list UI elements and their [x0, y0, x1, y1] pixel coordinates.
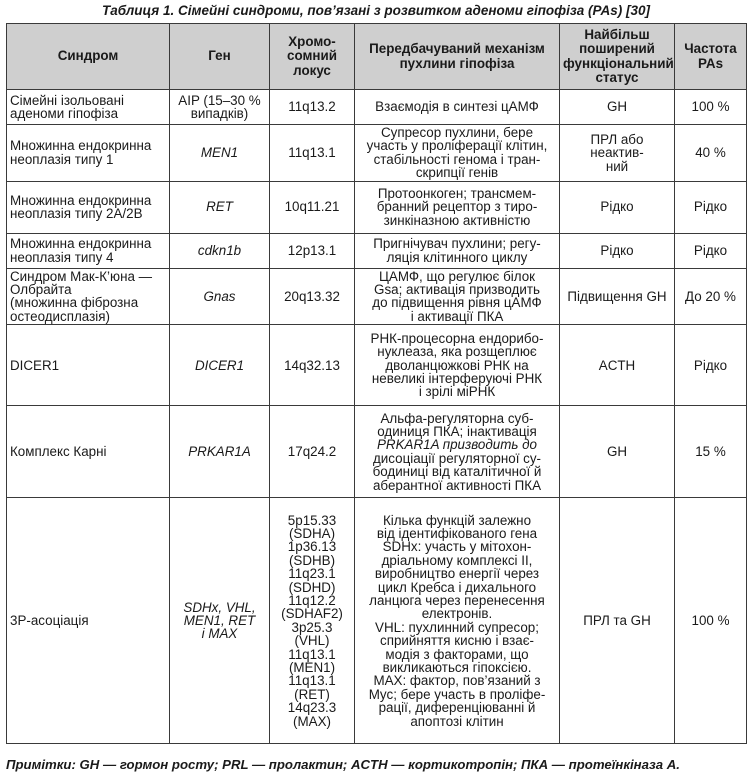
locus-cell	[270, 181, 355, 233]
status-cell	[560, 90, 675, 125]
mechanism-cell	[355, 325, 560, 406]
header-row	[7, 24, 747, 90]
cell-line: Підвищення GH	[567, 288, 667, 304]
cell-line: Myc; бере участь в проліфе-	[368, 686, 546, 702]
gene-cell	[170, 90, 270, 125]
cell-line: випадків)	[190, 106, 249, 121]
status-cell	[560, 325, 675, 406]
cell-line: Частота	[684, 41, 737, 57]
cell-line: 11q12.2	[288, 592, 336, 608]
cell-line: 14q32.13	[284, 357, 340, 373]
cell-line: остеодисплазія)	[10, 308, 110, 324]
cell-line: бодиниці від каталітичної й	[372, 464, 542, 480]
cell-line: 5p15.33	[287, 512, 337, 528]
mechanism-cell	[355, 268, 560, 325]
cell-line: зинкіназною активністю	[383, 212, 531, 228]
status-cell	[560, 406, 675, 498]
cell-line: Множинна ендокринна	[10, 192, 152, 208]
cell-line: і активації ПКА	[410, 308, 504, 324]
cell-line: GH	[606, 99, 628, 115]
mechanism-cell	[355, 498, 560, 744]
cell-line: 14q23.3	[287, 700, 337, 716]
cell-line: (множинна фіброзна	[10, 295, 139, 311]
cell-line: (SDHAF2)	[281, 606, 343, 622]
status-cell	[560, 268, 675, 325]
table-row	[7, 181, 747, 233]
cell-line: Олбрайта	[10, 282, 72, 298]
mechanism-cell	[355, 181, 560, 233]
header-locus	[270, 24, 355, 90]
cell-line: Протоонкоген; трансмем-	[377, 186, 537, 202]
frequency-cell: Рідко	[675, 325, 747, 406]
table-row	[7, 268, 747, 325]
locus-cell	[270, 498, 355, 744]
status-cell	[560, 181, 675, 233]
syndrome-cell	[7, 325, 170, 406]
cell-line: участь у проліферації клітин,	[366, 138, 548, 154]
cell-line: РНК-процесорна ендорибо-	[370, 330, 544, 346]
cell-line: електронів.	[421, 606, 493, 622]
cell-line: MAX: фактор, пов’язаний з	[373, 673, 541, 689]
cell-line: аденоми гіпофіза	[10, 106, 119, 121]
cell-line: нуклеаза, яка розщеплює	[377, 344, 537, 360]
syndrome-cell	[7, 498, 170, 744]
cell-line: 11q23.1	[288, 566, 336, 582]
cell-line: RET	[206, 199, 233, 215]
syndrome-cell	[7, 181, 170, 233]
cell-line: 11q13.1	[288, 673, 336, 689]
status-cell	[560, 125, 675, 182]
cell-line: ланцюга через перенесення	[369, 592, 545, 608]
frequency-cell: 100 %	[675, 90, 747, 125]
cell-line: ПРЛ та GH	[583, 613, 651, 629]
header-status	[560, 24, 675, 90]
cell-line: SDHx, VHL,	[183, 599, 256, 615]
cell-line: сприйняття кисню і взає-	[380, 633, 534, 649]
cell-line: (MEN1)	[288, 659, 336, 675]
cell-line: PRKAR1A	[188, 444, 251, 460]
cell-line: Комплекс Карні	[10, 444, 107, 460]
cell-line: аберантної активності ПКА	[372, 477, 542, 493]
mechanism-cell	[355, 125, 560, 182]
cell-line: (RET)	[294, 686, 330, 702]
gene-cell	[170, 125, 270, 182]
locus-cell	[270, 268, 355, 325]
cell-line: 20q13.32	[284, 288, 340, 304]
syndrome-cell	[7, 406, 170, 498]
syndromes-table	[6, 23, 747, 744]
cell-line: PRKAR1A призводить до	[377, 437, 537, 453]
cell-line: VHL: пухлинний супресор;	[375, 619, 539, 635]
cell-line: Передбачуваний механізм	[369, 41, 545, 57]
cell-line: дріальному комплексі II,	[381, 552, 533, 568]
cell-line: Кілька функцій залежно	[382, 512, 532, 528]
cell-line: 1p36.13	[287, 539, 337, 555]
locus-cell	[270, 325, 355, 406]
cell-line: ПРЛ або неактив-	[590, 131, 644, 161]
status-cell	[560, 498, 675, 744]
locus-cell	[270, 125, 355, 182]
gene-cell	[170, 325, 270, 406]
header-mechanism	[355, 24, 560, 90]
cell-line: неоплазія типу 4	[10, 249, 114, 265]
frequency-cell: 40 %	[675, 125, 747, 182]
cell-line: (MAX)	[293, 713, 331, 729]
cell-line: Альфа-регуляторна суб-	[380, 410, 534, 426]
gene-cell	[170, 406, 270, 498]
cell-line: SDHx: участь у мітохон-	[382, 539, 532, 555]
cell-line: до підвищення рівня цАМФ	[372, 295, 542, 311]
table-row	[7, 498, 747, 744]
locus-cell	[270, 90, 355, 125]
cell-line: DICER1	[194, 357, 245, 373]
cell-line: (SDHB)	[288, 552, 336, 568]
cell-line: Gsa; активація призводить	[374, 282, 540, 298]
cell-line: цикл Кребса і дихального	[377, 579, 537, 595]
syndrome-cell	[7, 125, 170, 182]
table-notes: Примітки: GH — гормон росту; PRL — пролактин; ACTH — кортикотропін; ПКА — протеїнкіназа А.	[6, 757, 680, 772]
cell-line: стабільності генома і тран-	[373, 151, 541, 167]
cell-line: Gnas	[203, 288, 236, 304]
cell-line: 3P-асоціація	[10, 613, 89, 629]
cell-line: ЦАМФ, що регулює білок	[379, 268, 535, 284]
frequency-cell: Рідко	[675, 181, 747, 233]
cell-line: ний	[605, 158, 629, 174]
cell-line: Множинна ендокринна	[10, 138, 152, 154]
cell-line: Супресор пухлини, бере	[380, 125, 534, 140]
cell-line: AIP (15–30 %	[178, 92, 261, 108]
cell-line: рації, диференціюванні й	[378, 700, 536, 716]
mechanism-cell	[355, 90, 560, 125]
cell-line: 12p13.1	[287, 242, 337, 258]
cell-line: неоплазія типу 1	[10, 151, 114, 167]
locus-cell	[270, 233, 355, 268]
cell-line: скрипції генів	[415, 165, 499, 181]
cell-line: cdkn1b	[197, 242, 242, 258]
table-row	[7, 125, 747, 182]
locus-cell	[270, 406, 355, 498]
frequency-cell: 15 %	[675, 406, 747, 498]
table-caption: Таблиця 1. Сімейні синдроми, пов’язані з розвитком аденоми гіпофіза (PAs) [30]	[101, 3, 651, 18]
cell-line: локус	[293, 62, 331, 78]
cell-line: неоплазія типу 2А/2В	[10, 206, 143, 222]
header-frequency	[675, 24, 747, 90]
status-cell	[560, 233, 675, 268]
cell-line: невеликі інтерферуючі РНК	[371, 370, 543, 386]
cell-line: викликаються гіпоксією.	[382, 659, 532, 675]
cell-line: одиниця ПКА; інактивація	[377, 423, 537, 439]
header-gene: Ген	[170, 24, 270, 90]
cell-line: сомний	[287, 48, 337, 64]
cell-line: і MAX	[201, 626, 238, 642]
table-row	[7, 406, 747, 498]
mechanism-cell	[355, 233, 560, 268]
syndrome-cell	[7, 233, 170, 268]
cell-line: апоптозі клітин	[410, 713, 504, 729]
mechanism-cell	[355, 406, 560, 498]
cell-line: (SDHD)	[288, 579, 336, 595]
cell-line: PAs	[697, 55, 724, 71]
cell-line: статус	[595, 69, 639, 85]
table-row	[7, 233, 747, 268]
frequency-cell: До 20 %	[675, 268, 747, 325]
cell-line: пухлини гіпофіза	[399, 55, 515, 71]
cell-line: дволанцюжкові РНК на	[385, 357, 529, 373]
gene-cell	[170, 233, 270, 268]
cell-line: 11q13.1	[288, 646, 336, 662]
frequency-cell: Рідко	[675, 233, 747, 268]
cell-line: Синдром Мак-К’юна —	[10, 268, 153, 284]
cell-line: MEN1	[200, 145, 239, 161]
header-syndrome: Синдром	[7, 24, 170, 90]
cell-line: Сімейні ізольовані	[10, 92, 125, 108]
gene-cell	[170, 498, 270, 744]
cell-line: Рідко	[600, 242, 634, 258]
table-row	[7, 325, 747, 406]
cell-line: модія з факторами, що	[385, 646, 529, 662]
syndrome-cell	[7, 90, 170, 125]
cell-line: 17q24.2	[287, 444, 337, 460]
cell-line: функціональний	[563, 55, 674, 71]
cell-line: Найбільш	[584, 27, 650, 43]
table-row	[7, 90, 747, 125]
syndrome-cell	[7, 268, 170, 325]
cell-line: і зрілі міРНК	[418, 384, 496, 400]
cell-line: від ідентифікованого гена	[376, 525, 538, 541]
gene-cell	[170, 181, 270, 233]
cell-line: 11q13.2	[288, 99, 336, 115]
cell-line: поширений	[579, 41, 655, 57]
cell-line: 10q11.21	[284, 199, 340, 215]
cell-line: виробництво енергії через	[374, 566, 540, 582]
cell-line: Хромо-	[288, 34, 336, 50]
gene-cell	[170, 268, 270, 325]
cell-line: (SDHA)	[288, 525, 336, 541]
cell-line: дисоціації регуляторної су-	[372, 450, 542, 466]
cell-line: бранний рецептор з тиро-	[376, 199, 538, 215]
cell-line: DICER1	[10, 357, 60, 373]
cell-line: Пригнічувач пухлини; регу-	[373, 236, 541, 252]
cell-line: GH	[606, 444, 628, 460]
cell-line: 11q13.1	[288, 145, 336, 161]
cell-line: ACTH	[598, 357, 636, 373]
cell-line: ляція клітинного циклу	[386, 249, 528, 265]
frequency-cell: 100 %	[675, 498, 747, 744]
cell-line: Рідко	[600, 199, 634, 215]
cell-line: MEN1, RET	[183, 613, 256, 629]
cell-line: Множинна ендокринна	[10, 236, 152, 252]
cell-line: 3p25.3 (VHL)	[291, 619, 333, 649]
cell-line: Взаємодія в синтезі цАМФ	[375, 99, 539, 115]
